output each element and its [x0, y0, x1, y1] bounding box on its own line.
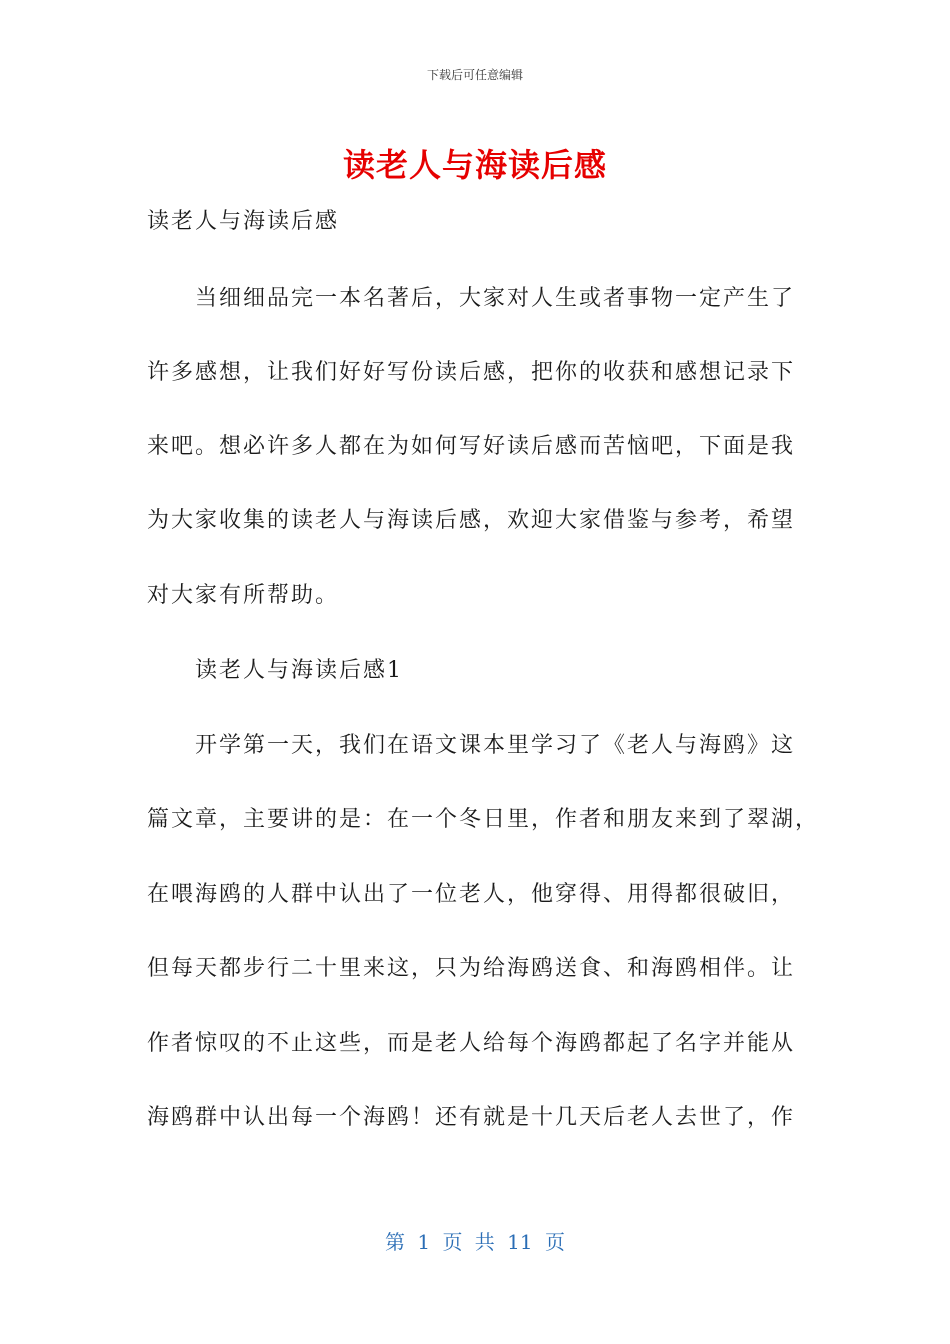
paragraph-line: 对大家有所帮助。: [147, 583, 340, 608]
paragraph-line: 但每天都步行二十里来这，只为给海鸥送食、和海鸥相伴。让: [147, 956, 796, 981]
header-note: 下载后可任意编辑: [426, 68, 523, 82]
subtitle-line: 读老人与海读后感: [147, 209, 340, 234]
paragraph-line: 当细细品完一本名著后，大家对人生或者事物一定产生了: [147, 286, 796, 311]
document-title: 读老人与海读后感: [342, 146, 607, 184]
paragraph-line: 海鸥群中认出每一个海鸥！还有就是十几天后老人去世了，作: [147, 1105, 796, 1130]
paragraph-line: 篇文章，主要讲的是：在一个冬日里，作者和朋友来到了翠湖，: [147, 807, 820, 832]
page-number-footer: 第 1 页 共 11 页: [385, 1230, 565, 1254]
paragraph-line: 作者惊叹的不止这些，而是老人给每个海鸥都起了名字并能从: [147, 1031, 796, 1056]
paragraph-line: 在喂海鸥的人群中认出了一位老人，他穿得、用得都很破旧，: [147, 882, 796, 907]
section-heading: 读老人与海读后感1: [147, 658, 403, 683]
paragraph-line: 为大家收集的读老人与海读后感，欢迎大家借鉴与参考，希望: [147, 508, 796, 533]
paragraph-line: 许多感想，让我们好好写份读后感，把你的收获和感想记录下: [147, 360, 796, 385]
paragraph-line: 来吧。想必许多人都在为如何写好读后感而苦恼吧，下面是我: [147, 434, 796, 459]
paragraph-line: 开学第一天，我们在语文课本里学习了《老人与海鸥》这: [147, 733, 796, 758]
